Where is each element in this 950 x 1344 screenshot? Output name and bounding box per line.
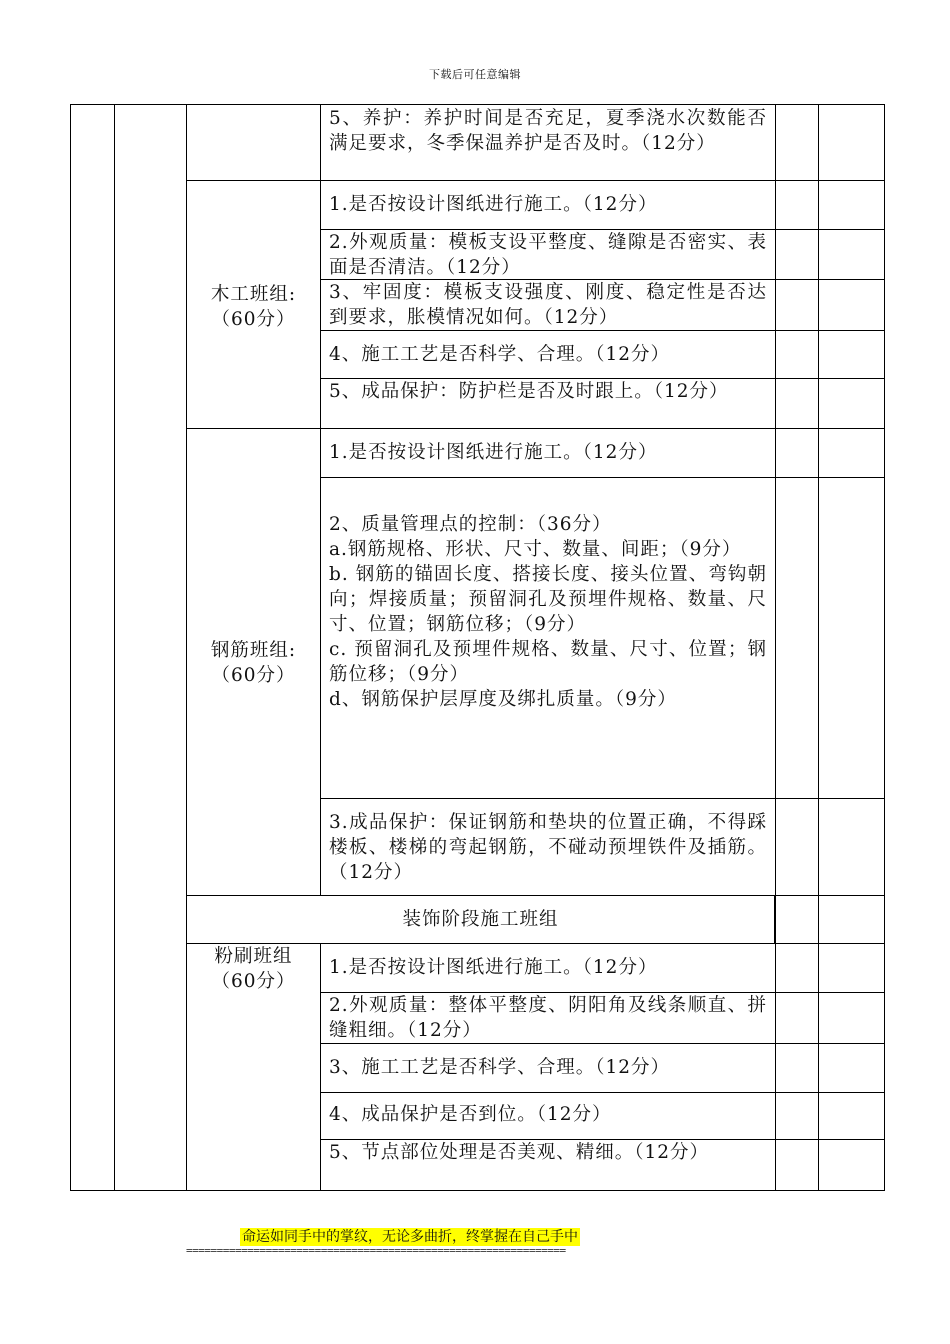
criteria-line: a.钢筋规格、形状、尺寸、数量、间距；（9分） bbox=[329, 539, 742, 560]
criteria-text: 4、施工工艺是否科学、合理。（12分） bbox=[329, 344, 671, 365]
footer-rule: ============================================================== bbox=[186, 1244, 566, 1257]
criteria-text: 5、养护：养护时间是否充足，夏季浇水次数能否满足要求，冬季保温养护是否及时。（12分） bbox=[329, 108, 767, 154]
criteria-text: 2.外观质量：整体平整度、阴阳角及线条顺直、拼缝粗细。（12分） bbox=[329, 995, 767, 1041]
criteria-text: 1.是否按设计图纸进行施工。（12分） bbox=[329, 442, 658, 463]
team-label-plaster bbox=[188, 944, 319, 994]
remark-cell[interactable] bbox=[818, 1092, 885, 1140]
remark-cell[interactable] bbox=[818, 798, 885, 896]
score-cell[interactable] bbox=[775, 428, 819, 478]
score-cell[interactable] bbox=[775, 180, 819, 230]
column-1-cell bbox=[70, 104, 115, 1191]
team-label-carpentry bbox=[188, 282, 319, 332]
criteria-text: 1.是否按设计图纸进行施工。（12分） bbox=[329, 957, 658, 978]
team-score: （60分） bbox=[211, 971, 296, 992]
remark-cell[interactable] bbox=[818, 1139, 885, 1191]
score-cell[interactable] bbox=[775, 798, 819, 896]
score-cell[interactable] bbox=[775, 1092, 819, 1140]
remark-cell[interactable] bbox=[818, 330, 885, 379]
score-cell[interactable] bbox=[775, 943, 819, 993]
remark-cell[interactable] bbox=[818, 229, 885, 280]
score-cell[interactable] bbox=[775, 330, 819, 379]
remark-cell[interactable] bbox=[818, 104, 885, 181]
score-cell[interactable] bbox=[775, 1139, 819, 1191]
score-cell[interactable] bbox=[775, 104, 819, 181]
criteria-text: 3、牢固度：模板支设强度、刚度、稳定性是否达到要求，胀模情况如何。（12分） bbox=[329, 282, 767, 328]
footer-motto: 命运如同手中的掌纹，无论多曲折，终掌握在自己手中 bbox=[242, 1229, 578, 1245]
criteria-text: 5、节点部位处理是否美观、精细。（12分） bbox=[329, 1142, 710, 1163]
team-name: 粉刷班组 bbox=[214, 946, 293, 967]
team-name: 钢筋班组: bbox=[210, 640, 297, 661]
remark-cell[interactable] bbox=[818, 992, 885, 1044]
score-cell[interactable] bbox=[775, 477, 819, 799]
criteria-line: 2、质量管理点的控制：（36分） bbox=[329, 514, 612, 535]
remark-cell[interactable] bbox=[818, 378, 885, 429]
column-2-cell bbox=[114, 104, 187, 1191]
criteria-text: 4、成品保护是否到位。（12分） bbox=[329, 1104, 612, 1125]
criteria-line: d、钢筋保护层厚度及绑扎质量。（9分） bbox=[329, 689, 677, 710]
team-score: （60分） bbox=[211, 309, 296, 330]
criteria-text: 1.是否按设计图纸进行施工。（12分） bbox=[329, 194, 658, 215]
score-cell[interactable] bbox=[775, 378, 819, 429]
criteria-text: 5、成品保护：防护栏是否及时跟上。（12分） bbox=[329, 381, 729, 402]
criteria-text: 3.成品保护：保证钢筋和垫块的位置正确，不得踩楼板、楼梯的弯起钢筋，不碰动预埋铁件及插筋。（12分） bbox=[329, 812, 767, 883]
team-label-rebar bbox=[188, 638, 319, 688]
remark-cell[interactable] bbox=[818, 943, 885, 993]
remark-cell[interactable] bbox=[818, 428, 885, 478]
remark-cell[interactable] bbox=[818, 279, 885, 331]
section-title: 装饰阶段施工班组 bbox=[402, 909, 559, 930]
team-name: 木工班组: bbox=[210, 284, 297, 305]
remark-cell[interactable] bbox=[818, 180, 885, 230]
criteria-text: 3、施工工艺是否科学、合理。（12分） bbox=[329, 1057, 671, 1078]
inspection-table bbox=[70, 104, 885, 1191]
score-cell[interactable] bbox=[775, 895, 819, 944]
team-score: （60分） bbox=[211, 665, 296, 686]
rebar-quality-control-text bbox=[329, 512, 767, 712]
team-cell-top bbox=[186, 104, 321, 181]
score-cell[interactable] bbox=[775, 229, 819, 280]
score-cell[interactable] bbox=[775, 279, 819, 331]
remark-cell[interactable] bbox=[818, 1043, 885, 1093]
remark-cell[interactable] bbox=[818, 895, 885, 944]
page-header: 下载后可任意编辑 bbox=[429, 68, 521, 81]
score-cell[interactable] bbox=[775, 992, 819, 1044]
score-cell[interactable] bbox=[775, 1043, 819, 1093]
remark-cell[interactable] bbox=[818, 477, 885, 799]
criteria-line: b. 钢筋的锚固长度、搭接长度、接头位置、弯钩朝向；焊接质量；预留洞孔及预埋件规格、数量、尺寸、位置；钢筋位移；（9分） bbox=[329, 564, 767, 635]
criteria-line: c. 预留洞孔及预埋件规格、数量、尺寸、位置；钢筋位移；（9分） bbox=[329, 639, 767, 685]
criteria-text: 2.外观质量：模板支设平整度、缝隙是否密实、表面是否清洁。（12分） bbox=[329, 232, 767, 278]
